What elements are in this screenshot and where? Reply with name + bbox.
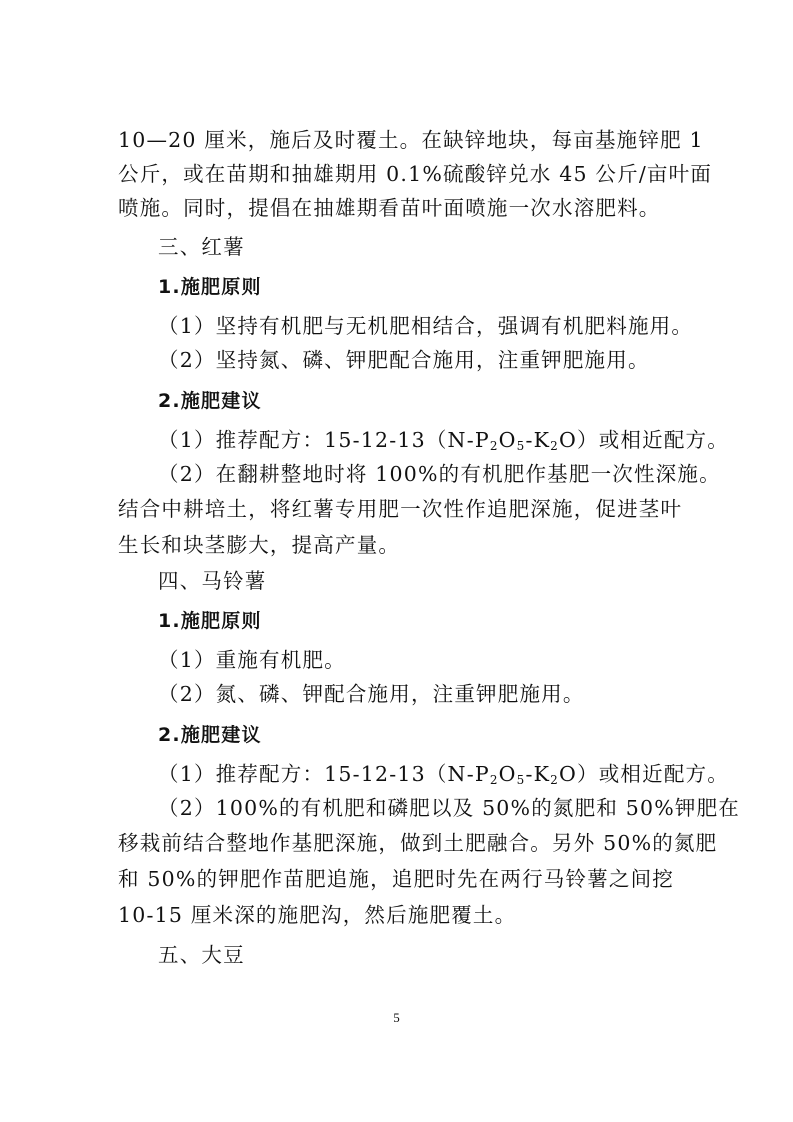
section-heading: 五、大豆: [158, 943, 245, 967]
paragraph-line: 喷施。同时，提倡在抽雄期看苗叶面喷施一次水溶肥料。: [118, 196, 661, 220]
paragraph-line: 生长和块茎膨大，提高产量。: [118, 533, 401, 557]
paragraph-line: （2）在翻耕整地时将 100%的有机肥作基肥一次性深施。: [158, 462, 721, 486]
list-item: （1）推荐配方：$15-12-13(N-P_2O_5-K_2O)$或相近配方。: [158, 428, 729, 453]
section-heading: 三、红薯: [158, 235, 245, 259]
list-item: （1）重施有机肥。: [158, 648, 346, 672]
paragraph-line: 结合中耕培土，将红薯专用肥一次性作追肥深施，促进茎叶: [118, 497, 683, 521]
paragraph-line: 移栽前结合整地作基肥深施，做到土肥融合。另外 50%的氮肥: [118, 831, 718, 855]
paragraph-line: 10—20 厘米，施后及时覆土。在缺锌地块，每亩基施锌肥 1: [118, 128, 704, 152]
list-item: （1）坚持有机肥与无机肥相结合，强调有机肥料施用。: [158, 314, 694, 338]
list-item: （2）氮、磷、钾配合施用，注重钾肥施用。: [158, 682, 585, 706]
subsection-heading: 2.施肥建议: [158, 390, 262, 412]
subsection-heading: 1.施肥原则: [158, 276, 262, 298]
paragraph-line: （2）100%的有机肥和磷肥以及 50%的氮肥和 50%钾肥在: [158, 796, 741, 820]
paragraph-line: 10-15 厘米深的施肥沟，然后施肥覆土。: [118, 903, 517, 927]
section-heading: 四、马铃薯: [158, 569, 267, 593]
subsection-heading: 2.施肥建议: [158, 724, 262, 746]
list-item: （1）推荐配方：$15-12-13(N-P_2O_5-K_2O)$或相近配方。: [158, 762, 729, 787]
paragraph-line: 公斤，或在苗期和抽雄期用 0.1%硫酸锌兑水 45 公斤/亩叶面: [118, 162, 713, 186]
page-number: 5: [393, 1010, 400, 1025]
list-item: （2）坚持氮、磷、钾肥配合施用，注重钾肥施用。: [158, 348, 650, 372]
subsection-heading: 1.施肥原则: [158, 610, 262, 632]
paragraph-line: 和 50%的钾肥作苗肥追施，追肥时先在两行马铃薯之间挖: [118, 867, 674, 891]
